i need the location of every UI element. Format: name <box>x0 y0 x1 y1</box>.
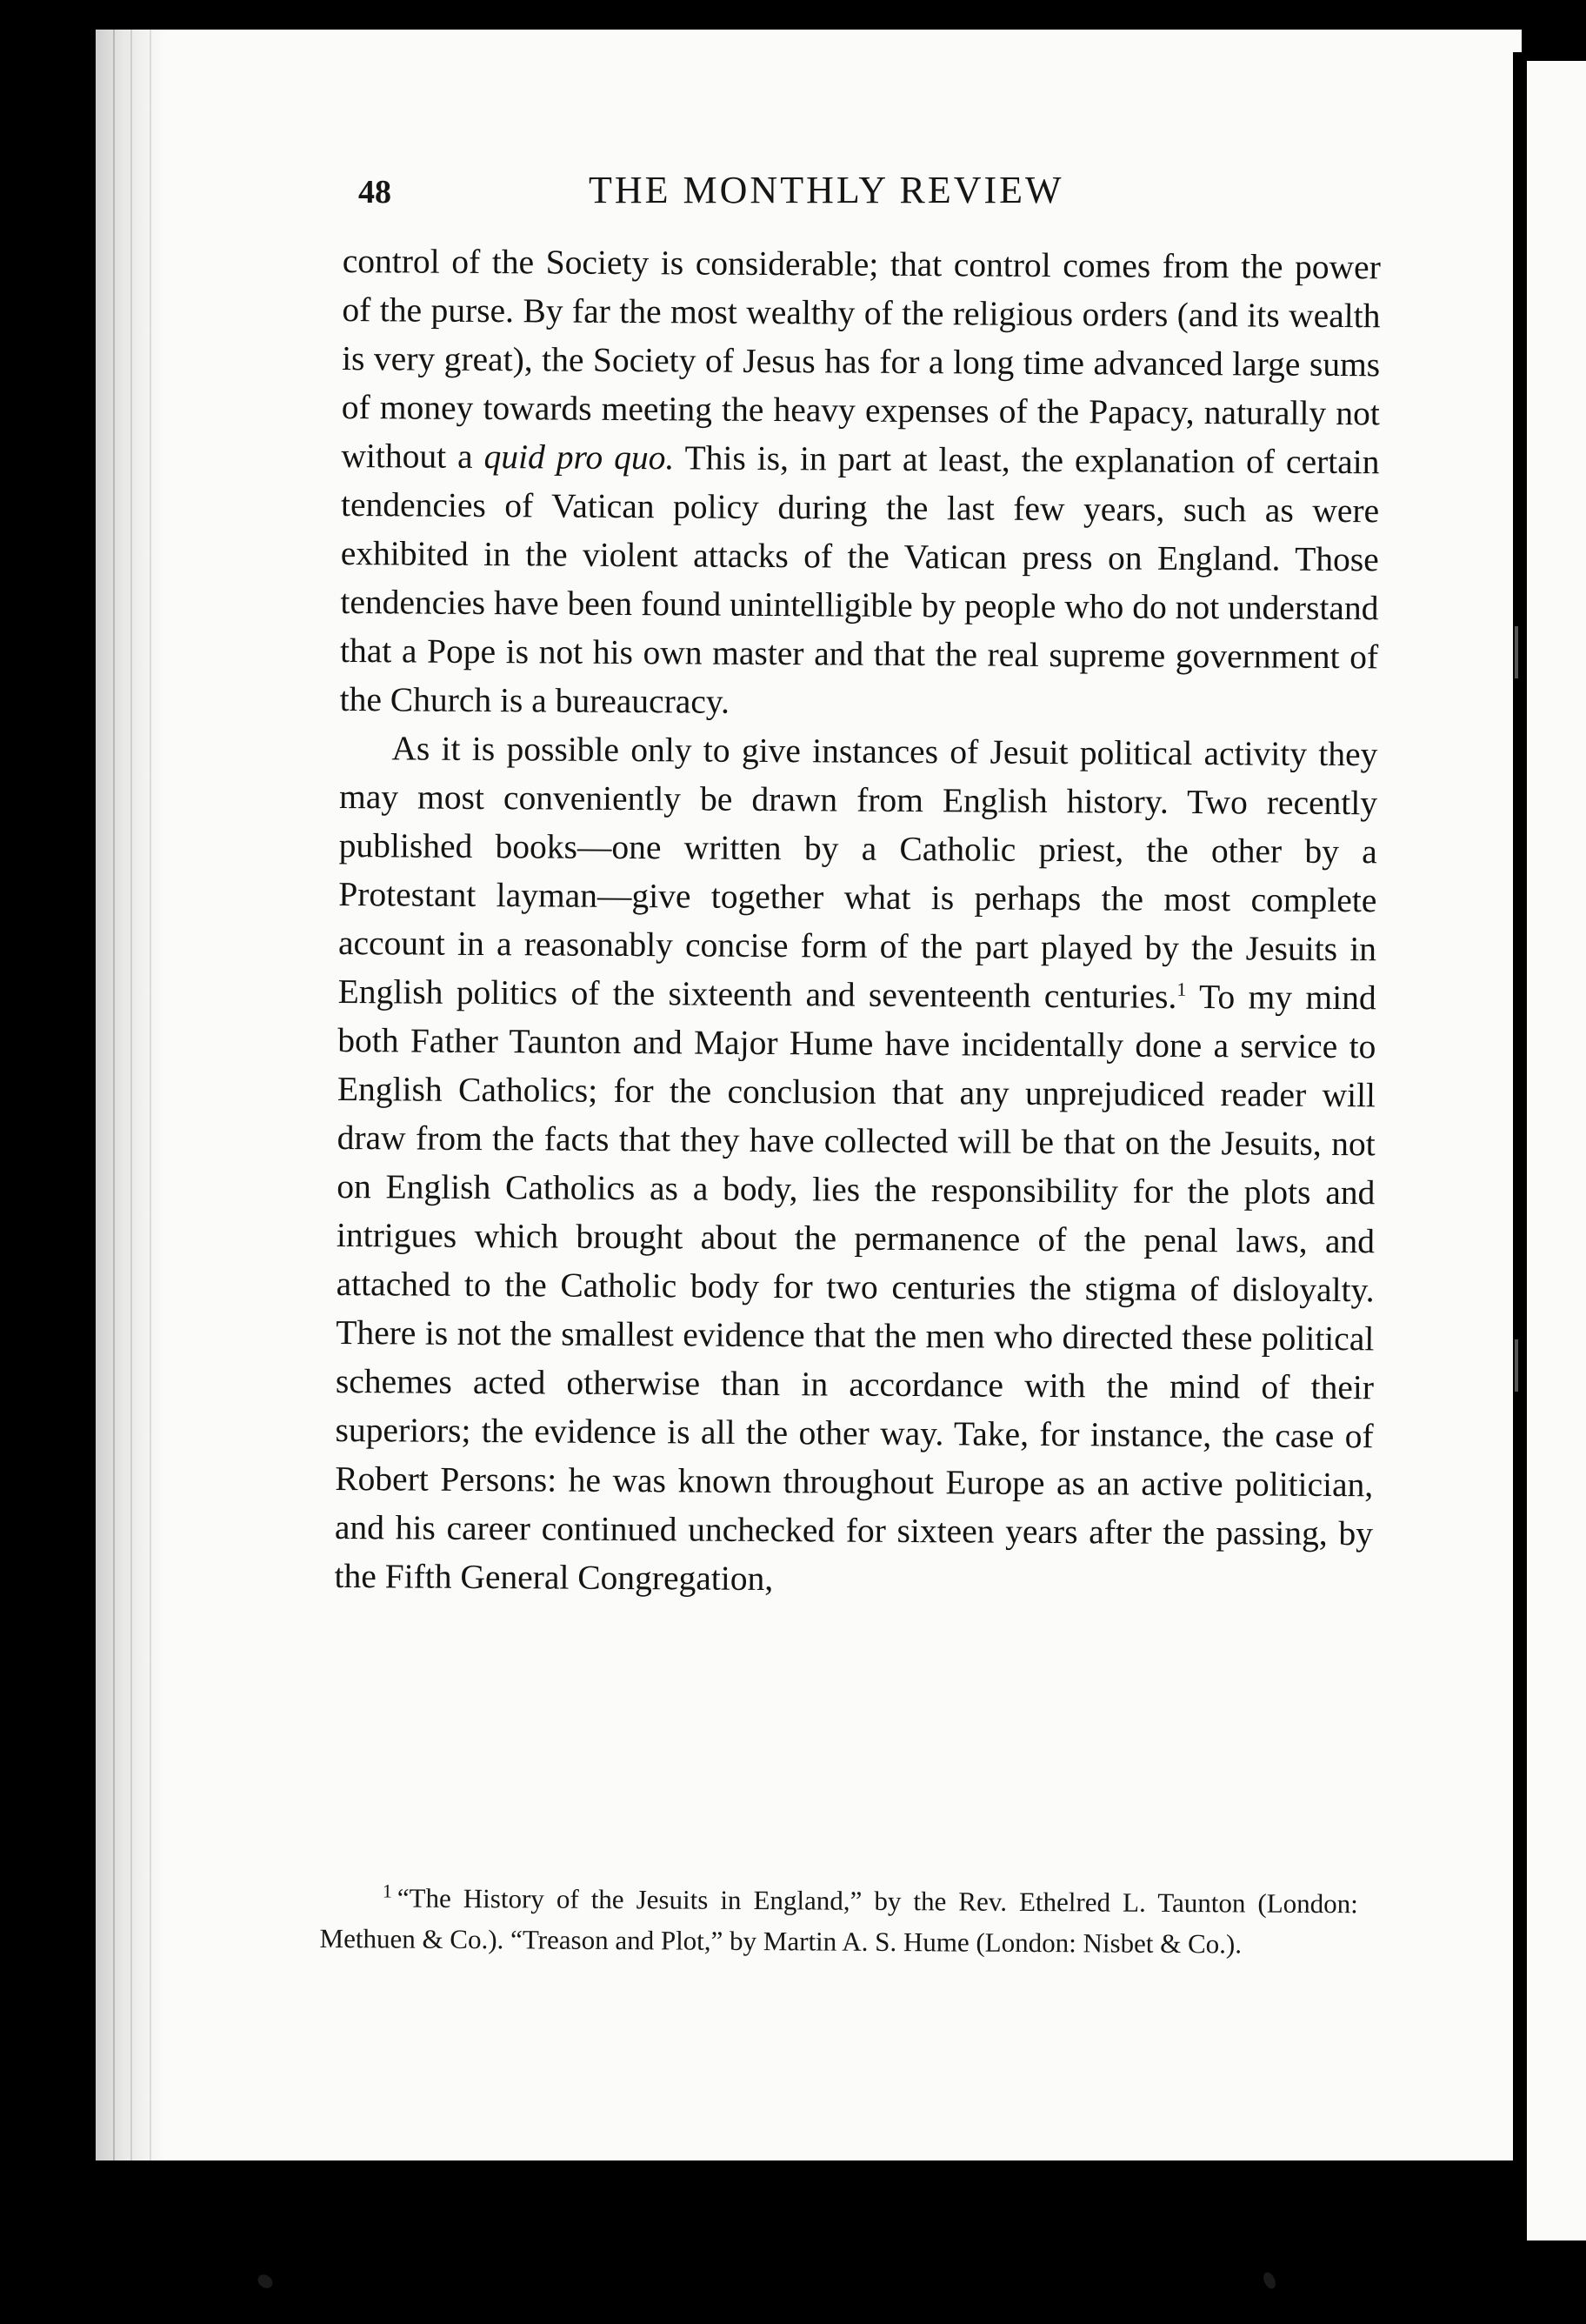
footnote-marker: 1 <box>382 1880 392 1902</box>
paragraph-text: This is, in part at least, the explanation of certain tendencies of Vatican policy during the last few years, such as were exhibited in the violent attacks of the Vatican press on England. Those tendencies have been found unintelligible by people who do not understand that a Pope is not his own master and that the real supreme government of the Church is a bureaucracy. <box>339 438 1380 721</box>
gutter-edge <box>130 30 132 2160</box>
right-page-edge <box>1527 61 1586 2241</box>
page-edge-mark <box>1515 1339 1518 1392</box>
footnote <box>319 1877 1358 1965</box>
paragraph-text: control of the Society is considerable; that control comes from the power of the purse. By far the most wealthy of the religious orders (and its wealth is very great), the Society of Jesus has for a long time advanced large sums of money towards meeting the heavy expenses of the Papacy, naturally not without a <box>341 241 1381 476</box>
paragraph <box>340 237 1381 730</box>
page-number: 48 <box>358 174 391 210</box>
running-header <box>358 168 1158 220</box>
page-edge-mark <box>1515 626 1518 678</box>
scan-speck <box>1261 2270 1277 2290</box>
paragraph <box>334 724 1377 1606</box>
body-text <box>334 237 1381 1606</box>
book-spine-shadow <box>1513 52 1525 2261</box>
gutter-edge <box>113 30 115 2160</box>
paragraph-text: As it is possible only to give instances of Jesuit political activity they may most conveniently be drawn from English history. Two recently published books—one written by a Catholic priest, the other by a Protestant layman—give together what is perhaps the most complete account in a reasonably concise form of the part played by the Jesuits in English politics of the sixteenth and seventeenth centuries. <box>337 729 1378 1016</box>
journal-title: THE MONTHLY REVIEW <box>589 169 1064 211</box>
scan-speck <box>256 2272 276 2291</box>
gutter-edge <box>150 30 151 2160</box>
footnote-reference: 1 <box>1176 978 1187 1000</box>
italic-phrase: quid pro quo. <box>483 437 675 477</box>
paragraph-text: To my mind both Father Taunton and Major Hume have incidentally done a service to English Catholics; for the conclusion that any unprejudiced reader will draw from the facts that they have collected will be that on the Jesuits, not on English Catholics as a body, lies the responsibility for the plots and intrigues which brought about the permanence of the penal laws, and attached to the Catholic body for two centuries the stigma of disloyalty. There is not the smallest evidence that the men who directed these political schemes acted otherwise than in accordance with the mind of their superiors; the evidence is all the other way. Take, for instance, the case of Robert Persons: he was known throughout Europe as an active politician, and his career continued unchecked for sixteen years after the passing, by the Fifth General Congregation, <box>334 977 1376 1599</box>
footnote-text: “The History of the Jesuits in England,” by the Rev. Ethelred L. Taunton (London: Methuen & Co.). “Treason and Plot,” by Martin A. S. Hume (London: Nisbet & Co.). <box>319 1882 1358 1960</box>
